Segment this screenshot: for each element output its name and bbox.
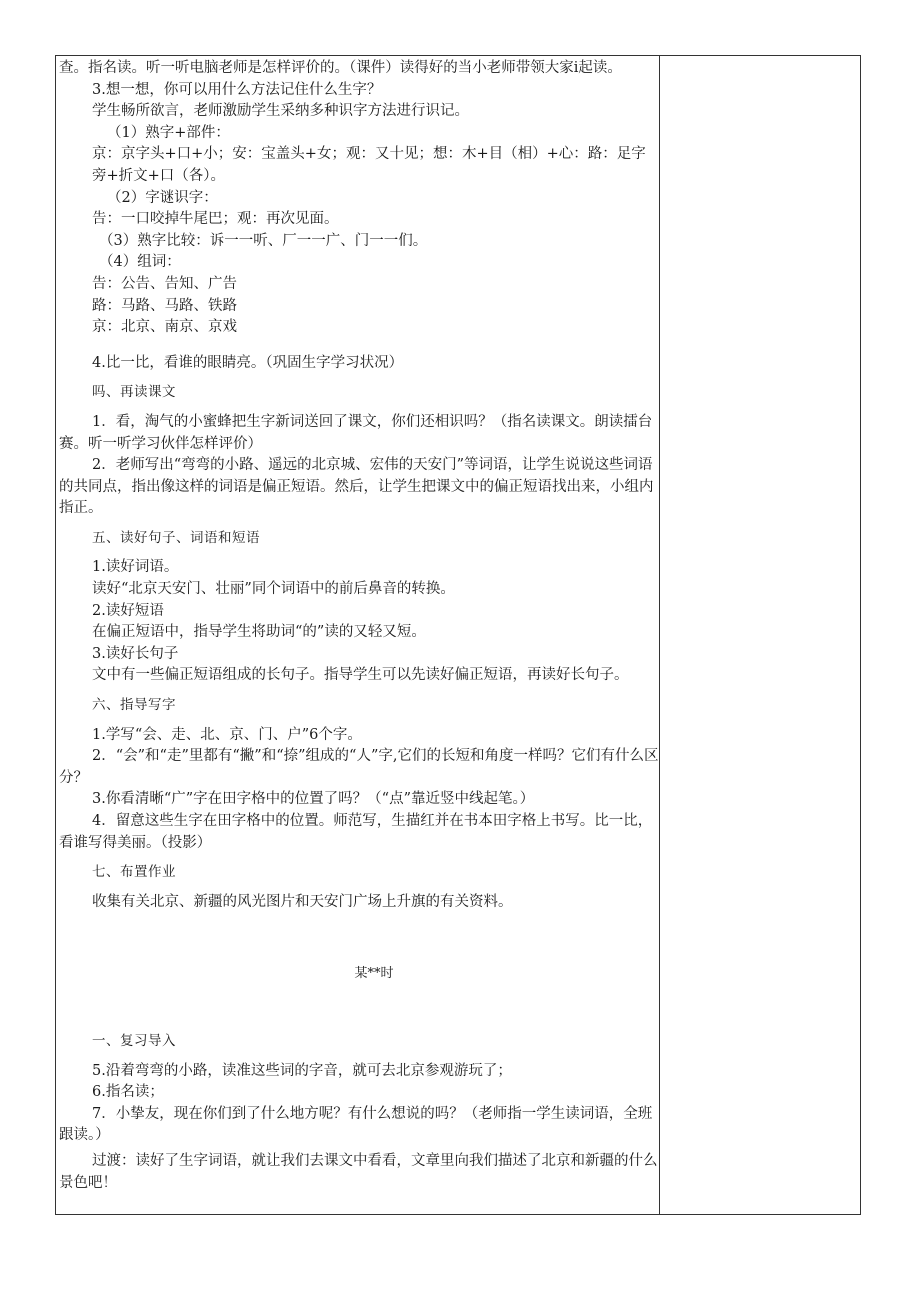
- text-line: 路：马路、马路、铁路: [92, 297, 237, 314]
- section-heading: 五、读好句子、词语和短语: [92, 529, 260, 546]
- text-line: 4．留意这些生字在田字格中的位置。师范写，生描红并在书本田字格上书写。比一比，看谁写得美丽。（投影）: [59, 813, 653, 851]
- text-line: 文中有一些偏正短语组成的长句子。指导学生可以先读好偏正短语，再读好长句子。: [92, 667, 629, 684]
- text-line: 3.想一想，你可以用什么方法记住什么生字？: [92, 81, 382, 98]
- lesson-content-cell: [59, 58, 659, 1194]
- text-line: 6.指名读；: [92, 1084, 164, 1101]
- text-line: （2）字谜识字：: [107, 189, 218, 206]
- text-line: 学生畅所欲言，老师激励学生采纳多种识字方法进行识记。: [92, 103, 469, 120]
- section-heading: 六、指导写字: [92, 697, 176, 714]
- text-line: 3.你看清晰“广”字在田字格中的位置了吗？（“点”靠近竖中线起笔。）: [92, 791, 535, 808]
- text-line: （3）熟字比较：诉一一听、厂一一广、门一一们。: [99, 232, 428, 249]
- lesson-period-title: 某**时: [354, 966, 394, 982]
- text-line: 告：一口咬掉牛尾巴；观：再次见面。: [92, 211, 339, 228]
- text-line: 1．看，淘气的小蜜蜂把生字新词送回了课文，你们还相识吗？（指名读课文。朗读擂台赛。听一听学习伙伴怎样评价）: [59, 413, 653, 452]
- section-heading: 吗、再读课文: [92, 384, 176, 401]
- text-line: 京：北京、南京、京戏: [92, 319, 237, 336]
- text-line: （4）组词：: [99, 254, 181, 271]
- section-heading: 七、布置作业: [92, 864, 176, 881]
- section-heading: 一、复习导入: [92, 1032, 176, 1049]
- lesson-table: [55, 55, 861, 1215]
- text-line: （1）熟字+部件：: [107, 124, 230, 141]
- column-divider: [659, 56, 660, 1214]
- text-line: 在偏正短语中，指导学生将助词“的”读的又轻又短。: [92, 624, 426, 641]
- text-line: 收集有关北京、新疆的风光图片和天安门广场上升旗的有关资料。: [92, 893, 513, 910]
- text-line: 过渡：读好了生字词语，就让我们去课文中看看，文章里向我们描述了北京和新疆的什么景色吧！: [59, 1152, 658, 1191]
- text-line: 2.读好短语: [92, 602, 164, 619]
- text-line: 4.比一比，看谁的眼睛亮。（巩固生字学习状况）: [92, 354, 404, 371]
- text-line: 7．小挚友，现在你们到了什么地方呢？有什么想说的吗？（老师指一学生读词语，全班跟读。）: [59, 1105, 653, 1144]
- text-line: 查。指名读。听一听电脑老师是怎样评价的。（课件）读得好的当小老师带领大家i起读。: [59, 60, 622, 76]
- text-line: 1.读好词语。: [92, 559, 179, 576]
- text-line: 2．“会”和“走”里都有“撇”和“捺”组成的“人”字,它们的长短和角度一样吗？它们有什么区分？: [59, 748, 659, 786]
- text-line: 告：公告、告知、广告: [92, 275, 237, 292]
- text-line: 京：京字头+口+小；安：宝盖头+女；观：又十见；想：木+目（相）+心：路：足字旁+折文+口（各）。: [92, 146, 646, 184]
- text-line: 5.沿着弯弯的小路，读准这些词的字音，就可去北京参观游玩了；: [92, 1062, 512, 1079]
- text-line: 1.学写“会、走、北、京、门、户”6个字。: [92, 726, 362, 743]
- text-line: 读好“北京天安门、壮丽”同个词语中的前后鼻音的转换。: [92, 581, 455, 598]
- text-line: 2．老师写出“弯弯的小路、遥远的北京城、宏伟的天安门”等词语，让学生说说这些词语的共同点，指出像这样的词语是偏正短语。然后，让学生把课文中的偏正短语找出来，小组内指正。: [59, 457, 654, 517]
- text-line: 3.读好长句子: [92, 645, 179, 662]
